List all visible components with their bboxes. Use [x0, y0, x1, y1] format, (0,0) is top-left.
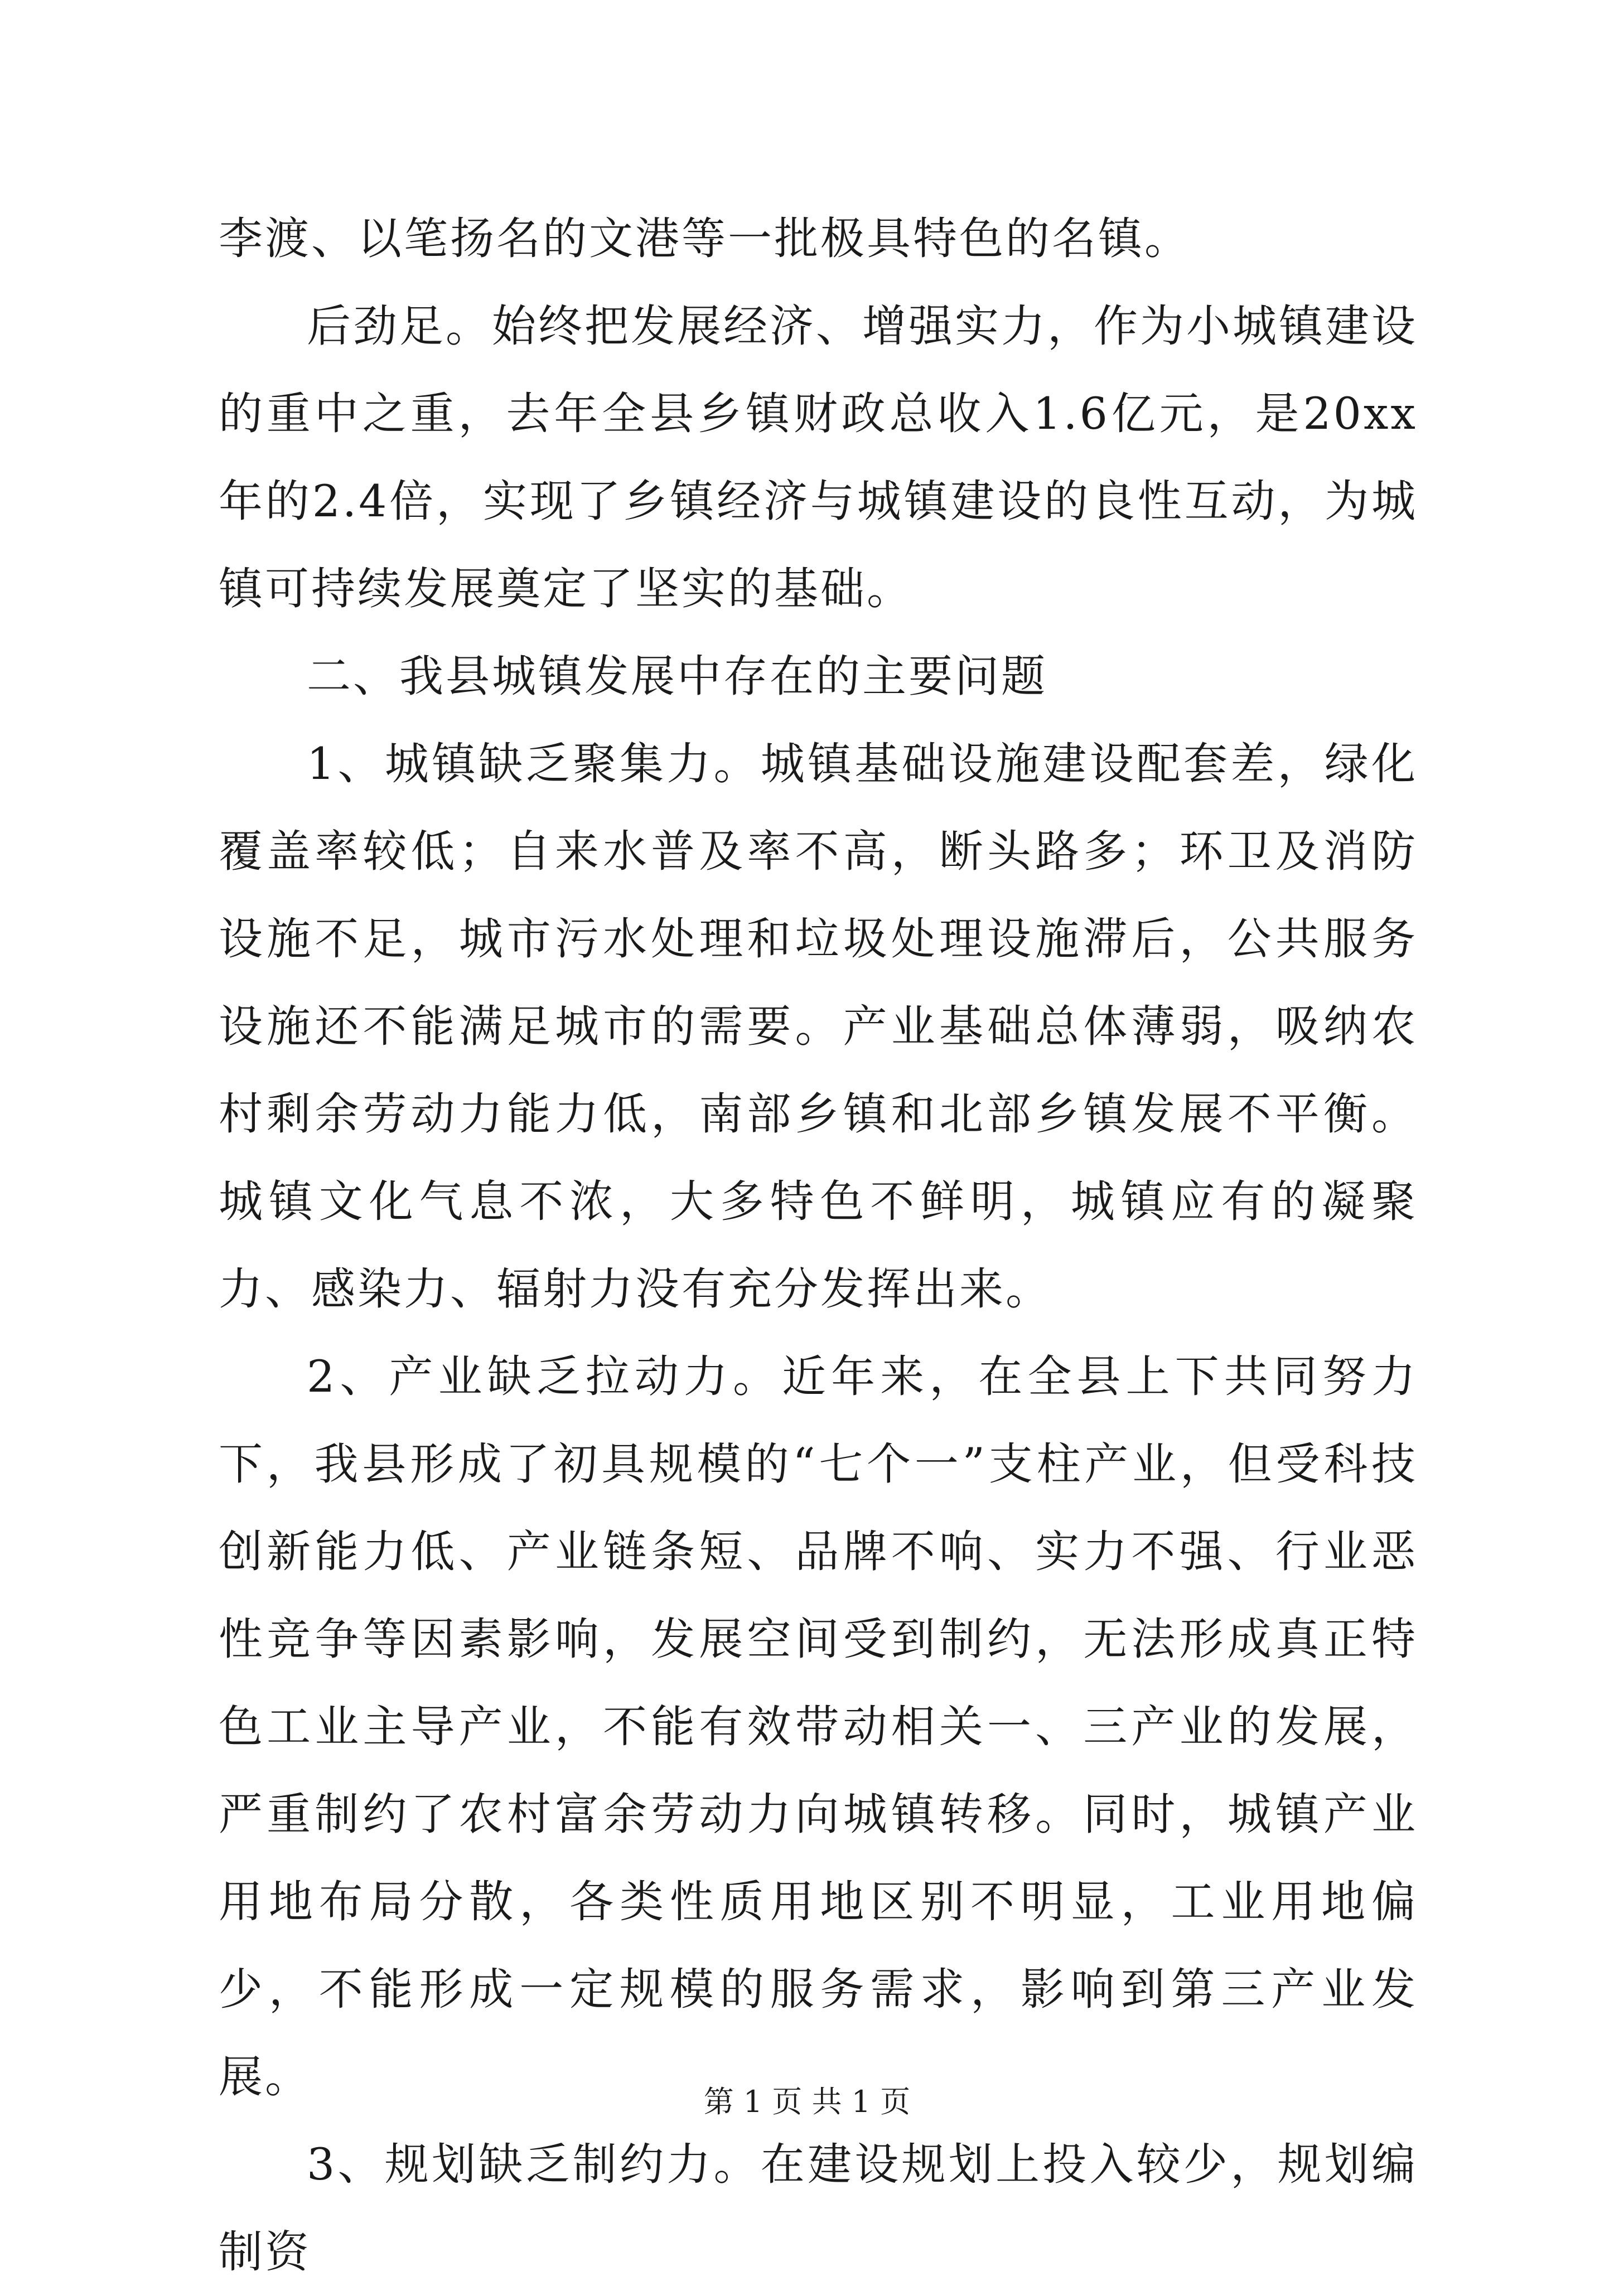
paragraph-problem-1: 1、城镇缺乏聚集力。城镇基础设施建设配套差，绿化覆盖率较低；自来水普及率不高，断头路多；环卫及消防设施不足，城市污水处理和垃圾处理设施滞后，公共服务设施还不能满足城市的需要。产业基础总体薄弱，吸纳农村剩余劳动力能力低，南部乡镇和北部乡镇发展不平衡。城镇文化气息不浓，大多特色不鲜明，城镇应有的凝聚力、感染力、辐射力没有充分发挥出来。 [219, 738, 1418, 1315]
paragraph-problem-2: 2、产业缺乏拉动力。近年来，在全县上下共同努力下，我县形成了初具规模的“七个一”支柱产业，但受科技创新能力低、产业链条短、品牌不响、实力不强、行业恶性竞争等因素影响，发展空间受到制约，无法形成真正特色工业主导产业，不能有效带动相关一、三产业的发展，严重制约了农村富余劳动力向城镇转移。同时，城镇产业用地布局分散，各类性质用地区别不明显，工业用地偏少，不能形成一定规模的服务需求，影响到第三产业发展。 [219, 1351, 1418, 2103]
paragraph-growth-momentum: 后劲足。始终把发展经济、增强实力，作为小城镇建设的重中之重，去年全县乡镇财政总收入1.6亿元，是20xx年的2.4倍，实现了乡镇经济与城镇建设的良性互动，为城镇可持续发展奠定了坚实的基础。 [219, 301, 1418, 614]
document-body [219, 195, 1418, 2296]
paragraph-problem-3: 3、规划缺乏制约力。在建设规划上投入较少，规划编制资 [219, 2139, 1418, 2278]
paragraph-continuation: 李渡、以笔扬名的文港等一批极具特色的名镇。 [219, 213, 1191, 264]
section-heading-main-problems: 二、我县城镇发展中存在的主要问题 [307, 651, 1047, 702]
page-footer [0, 2082, 1614, 2121]
page-number-label: 第 1 页 共 1 页 [703, 2084, 911, 2119]
